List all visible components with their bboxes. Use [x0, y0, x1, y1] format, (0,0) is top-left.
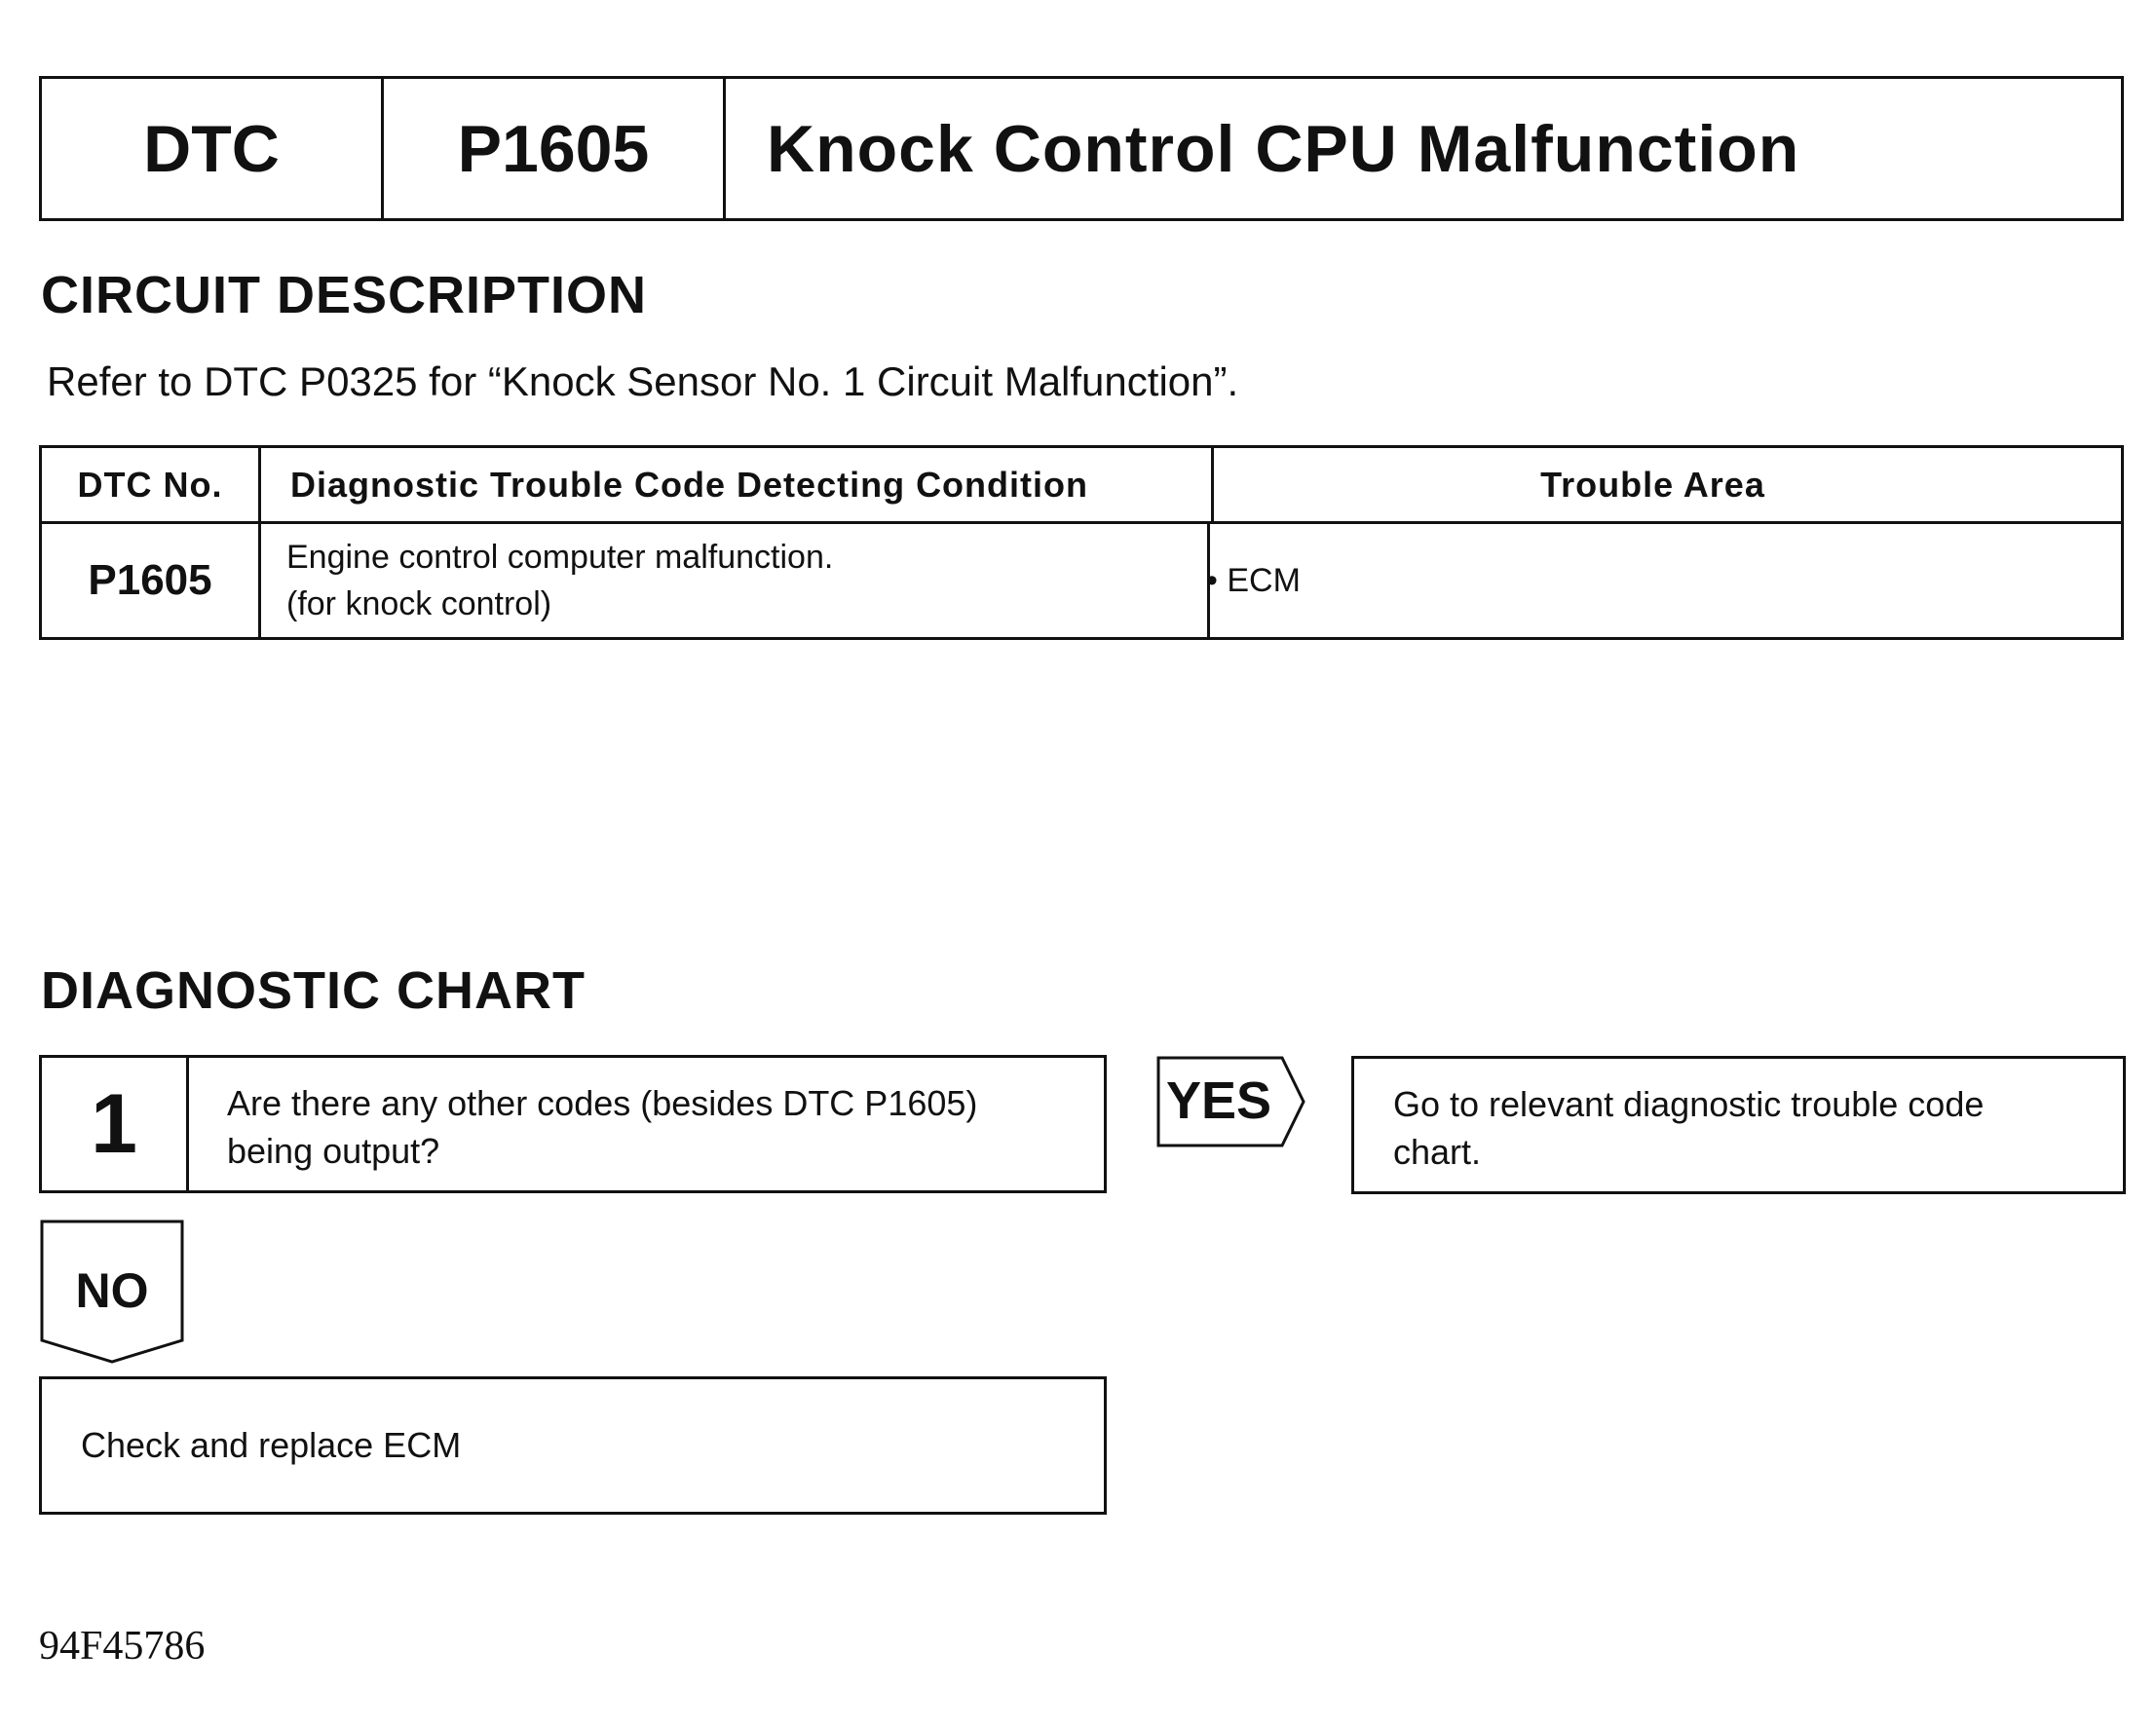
table-row	[42, 524, 2121, 637]
condition-line: (for knock control)	[286, 585, 552, 622]
condition-cell	[261, 524, 1210, 637]
step-question-line: Are there any other codes (besides DTC P1605)	[227, 1083, 978, 1123]
diagnostic-chart-heading: DIAGNOSTIC CHART	[41, 961, 586, 1020]
yes-action-line: chart.	[1393, 1132, 1482, 1172]
column-header-condition: Diagnostic Trouble Code Detecting Condition	[261, 448, 1214, 521]
dtc-table	[39, 445, 2124, 640]
step-question-line: being output?	[227, 1131, 440, 1171]
yes-action-text	[1393, 1080, 2099, 1176]
table-header-row	[42, 448, 2121, 524]
dtc-header	[39, 76, 2124, 221]
column-header-dtc-no: DTC No.	[42, 448, 261, 521]
no-label: NO	[75, 1263, 149, 1318]
no-action-text: Check and replace ECM	[81, 1425, 462, 1465]
figure-id: 94F45786	[39, 1624, 206, 1669]
step-box	[39, 1055, 1107, 1193]
yes-label: YES	[1165, 1071, 1272, 1130]
no-action-box	[39, 1376, 1107, 1515]
step-number: 1	[42, 1058, 189, 1190]
circuit-description-text: Refer to DTC P0325 for “Knock Sensor No. 1 Circuit Malfunction”.	[47, 358, 1239, 404]
circuit-description-heading: CIRCUIT DESCRIPTION	[41, 266, 648, 324]
column-header-trouble-area: Trouble Area	[1540, 464, 1765, 505]
yes-action-line: Go to relevant diagnostic trouble code	[1393, 1084, 1985, 1124]
dtc-no-cell: P1605	[42, 524, 261, 637]
trouble-area-cell: • ECM	[1206, 561, 1301, 599]
dtc-title: Knock Control CPU Malfunction	[767, 111, 1800, 186]
yes-action-box	[1351, 1056, 2126, 1194]
dtc-code: P1605	[384, 79, 726, 218]
step-question	[227, 1079, 1084, 1175]
condition-line: Engine control computer malfunction.	[286, 539, 834, 576]
dtc-label: DTC	[42, 79, 384, 218]
